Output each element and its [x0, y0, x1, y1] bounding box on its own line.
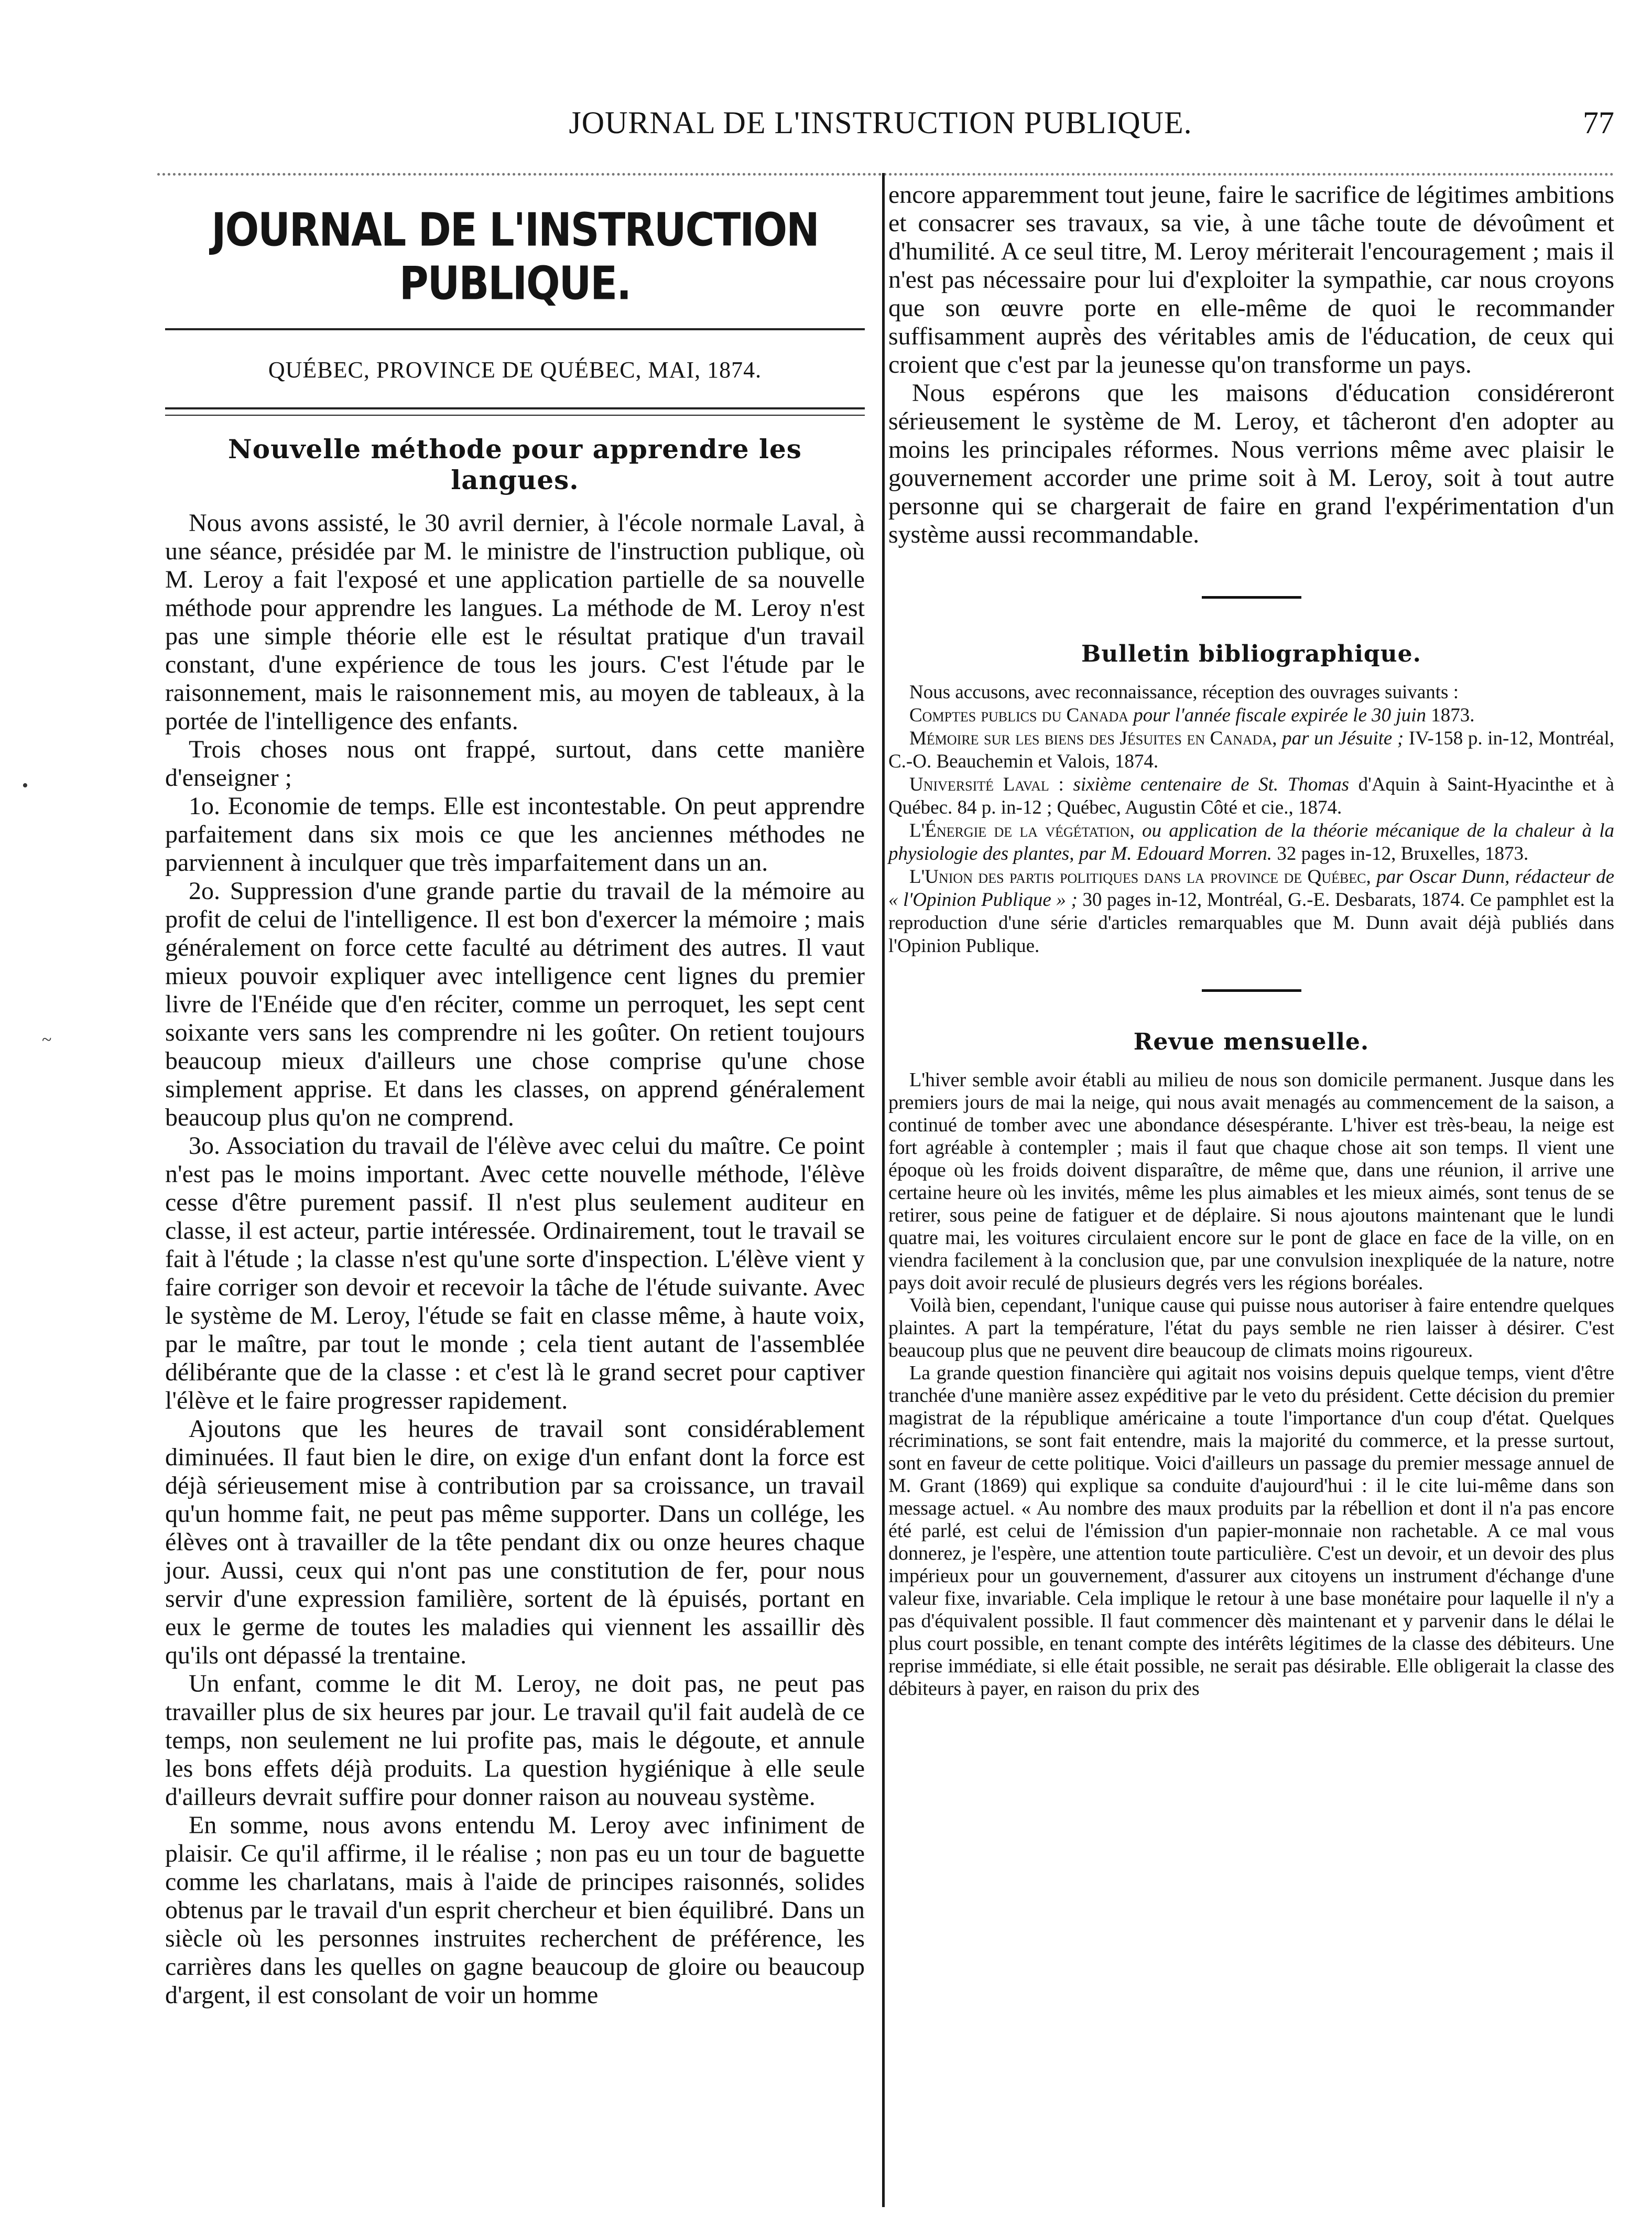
article-paragraph: 1o. Economie de temps. Elle est incontestable. On peut apprendre parfaitement dans six mois ce que les anciennes méthodes ne parviennent à inculquer que très imparfaitement dans un an.	[165, 792, 865, 877]
biblio-title: Bulletin bibliographique.	[1081, 641, 1421, 667]
article-paragraph: 3o. Association du travail de l'élève avec celui du maître. Ce point n'est pas le moins important. Avec cette nouvelle méthode, l'élève cesse d'être purement passif. Il n'est plus seulement auditeur en classe, il est acteur, partie intéressée. Ordinairement, tout le travail se fait à l'étude ; la classe n'est qu'une sorte d'inspection. L'élève vient y faire corriger son devoir et recevoir la tâche de l'étude suivante. Avec le système de M. Leroy, l'étude se fait en classe même, à haute voix, par le maître, par tout le monde ; cela tient autant de l'assemblée délibérante que de la classe : et c'est là le grand secret pour captiver l'élève et le faire progresser rapidement.	[165, 1132, 865, 1414]
section-separator	[1202, 596, 1301, 599]
biblio-entry	[888, 819, 1614, 866]
biblio-entry	[888, 773, 1614, 819]
biblio-entry-title: L'Union des partis politiques dans la province de Québec,	[909, 866, 1371, 888]
biblio-entry-detail: pour l'année fiscale expirée le 30 juin	[1133, 705, 1426, 726]
margin-mark: •	[22, 776, 28, 795]
biblio-entry-title: L'Énergie de la végétation,	[909, 820, 1135, 841]
article-paragraph: Trois choses nous ont frappé, surtout, dans cette manière d'enseigner ;	[165, 736, 865, 792]
dateline: QUÉBEC, PROVINCE DE QUÉBEC, MAI, 1874.	[268, 357, 762, 383]
article-paragraph: Un enfant, comme le dit M. Leroy, ne doit pas, ne peut pas travailler plus de six heures par jour. Le travail qu'il fait audelà de ce temps, non seulement ne lui profite pas, mais le dégoute, et annule les bons effets déjà produits. La question hygiénique à elle seule d'ailleurs devrait suffire pour donner raison au nouveau système.	[165, 1670, 865, 1811]
revue-paragraph: L'hiver semble avoir établi au milieu de nous son domicile permanent. Jusque dans les premiers jours de mai la neige, qui nous avait menagés au commencement de la saison, a continué de tomber avec une abondance désespérante. L'hiver est très-beau, la neige est fort agréable à contempler ; mais il faut que chaque chose ait son temps. Il vient une époque où les froids doivent disparaître, de même que, dans une réunion, il arrive une certaine heure où les invités, même les plus aimables et les mieux aimés, sont tenus de se retirer, sous peine de fatiguer et de déplaire. Si nous ajoutons maintenant que le lundi quatre mai, les voitures circulaient encore sur le pont de glace en face de la ville, on en viendra facilement à la conclusion que, par une convulsion inexpliquée de la nature, notre pays doit avoir reculé de plusieurs degrés vers les régions boréales.	[888, 1069, 1614, 1294]
biblio-intro: Nous accusons, avec reconnaissance, réception des ouvrages suivants :	[909, 682, 1459, 703]
biblio-entry-detail: ou application de la théorie mécanique de la chaleur à la physiologie des plantes, par M. Edouard Morren.	[888, 820, 1615, 864]
biblio-entry-detail: par Oscar Dunn, rédacteur de « l'Opinion Publique » ;	[888, 866, 1615, 911]
running-head-rule	[157, 173, 1614, 176]
page-number: 77	[1583, 105, 1614, 140]
revue-paragraph: La grande question financière qui agitait nos voisins depuis quelque temps, vient d'être tranchée d'une manière assez expéditive par le veto du président. Cette décision du premier magistrat de la république américaine a toute l'importance d'un coup d'état. Quelques récriminations, se sont fait entendre, mais la majorité du commerce, et la presse surtout, sont en faveur de cette politique. Voici d'ailleurs un passage du premier message annuel de M. Grant (1869) qui explique sa conduite d'aujourd'hui : il le cite lui-même dans son message actuel. « Au nombre des maux produits par la rébellion et dont il n'a pas encore été parlé, est celui de l'émission d'un papier-monnaie non rachetable. A ce mal vous donnerez, je l'espère, une attention toute particulière. C'est un devoir, et un devoir des plus impérieux pour un gouvernement, d'assurer aux citoyens un instrument d'échange d'une valeur fixe, invariable. Cela implique le retour à une base monétaire pour laquelle il n'y a pas d'équivalent possible. Il faut commencer dès maintenant et y parvenir dans le délai le plus court possible, en tenant compte des intérêts légitimes de la classe des débiteurs. Une reprise immédiate, si elle était possible, ne serait pas désirable. Elle obligerait la classe des débiteurs à payer, en raison du prix des	[888, 1362, 1614, 1700]
article-paragraph: Nous avons assisté, le 30 avril dernier, à l'école normale Laval, à une séance, présidée par M. le ministre de l'instruction publique, où M. Leroy a fait l'exposé et une application partielle de sa nouvelle méthode pour apprendre les langues. La méthode de M. Leroy n'est pas une simple théorie elle est le résultat pratique d'un travail constant, d'une expérience de tous les jours. C'est l'étude par le raisonnement, mais le raisonnement mis, au moyen de tableaux, à la portée de l'intelligence des enfants.	[165, 509, 865, 735]
biblio-entry	[888, 704, 1614, 727]
margin-mark: ~	[42, 1030, 52, 1050]
article-paragraph: 2o. Suppression d'une grande partie du travail de la mémoire au profit de celui de l'intelligence. Il est bon d'exercer la mémoire ; mais généralement on force cette faculté au détriment des autres. Il vaut mieux pouvoir expliquer avec intelligence cent lignes du premier livre de l'Enéide que d'en réciter, comme un perroquet, les sept cent soixante vers sans les comprendre ni les goûter. On retient toujours beaucoup mieux d'ailleurs une chose comprise qu'une chose simplement apprise. Et dans les classes, on apprend généralement beaucoup plus qu'on ne comprend.	[165, 877, 865, 1131]
running-head-title: JOURNAL DE L'INSTRUCTION PUBLIQUE.	[569, 105, 1192, 140]
biblio-list	[888, 681, 1614, 958]
biblio-entry-title: Université Laval :	[909, 774, 1064, 795]
biblio-entry-title: Comptes publics du Canada	[909, 705, 1129, 726]
left-column	[165, 181, 865, 2009]
revue-title: Revue mensuelle.	[1133, 1029, 1370, 1055]
masthead-rule	[165, 328, 865, 330]
masthead: JOURNAL DE L'INSTRUCTION PUBLIQUE.	[211, 202, 819, 310]
biblio-entry	[888, 866, 1614, 958]
article-paragraph: En somme, nous avons entendu M. Leroy avec infiniment de plaisir. Ce qu'il affirme, il le réalise ; non pas eu un tour de baguette comme les charlatans, mais à l'aide de principes raisonnés, solides obtenus par le travail d'un esprit chercheur et bien équilibré. Dans un siècle où les personnes instruites recherchent de préférence, les carrières dans les quelles on gagne beaucoup de gloire ou beaucoup d'argent, il est consolant de voir un homme	[165, 1811, 865, 2009]
biblio-entry-publisher: 1873.	[1431, 705, 1475, 726]
biblio-entry	[888, 727, 1614, 773]
article-title: Nouvelle méthode pour apprendre les langues.	[228, 434, 802, 495]
biblio-entry-title: Mémoire sur les biens des Jésuites en Canada,	[909, 728, 1277, 749]
article-continuation	[888, 181, 1614, 549]
section-separator	[1202, 989, 1301, 992]
column-divider	[882, 173, 885, 2207]
biblio-entry-publisher: 30 pages in-12, Montréal, G.-E. Desbarats, 1874. Ce pamphlet est la reproduction d'une série d'articles remarquables que M. Dunn avait déjà publiés dans l'Opinion Publique.	[888, 889, 1614, 957]
biblio-entry-detail: sixième centenaire de St. Thomas	[1073, 774, 1349, 795]
biblio-entry-publisher: 32 pages in-12, Bruxelles, 1873.	[1277, 843, 1529, 864]
article-paragraph: Nous espérons que les maisons d'éducation considéreront sérieusement le système de M. Leroy, et tâcheront d'en adopter au moins les principales réformes. Nous verrions même avec plaisir le gouvernement accorder une prime soit à M. Leroy, soit à tout autre personne qui se chargerait de faire en grand l'expérimentation d'un système aussi recommandable.	[888, 379, 1614, 548]
dateline-rule	[165, 407, 865, 416]
biblio-entry-publisher: d'Aquin à Saint-Hyacinthe et à Québec. 84 p. in-12 ; Québec, Augustin Côté et cie., 1874.	[888, 774, 1614, 818]
revue-paragraph: Voilà bien, cependant, l'unique cause qui puisse nous autoriser à faire entendre quelques plaintes. A part la température, l'état du pays semble ne rien laisser à désirer. C'est beaucoup plus que ne peuvent dire beaucoup de climats moins rigoureux.	[888, 1294, 1614, 1361]
article-paragraph: Ajoutons que les heures de travail sont considérablement diminuées. Il faut bien le dire, on exige d'un enfant dont la force est déjà sérieusement mise à contribution par sa croissance, un travail qu'un homme fait, ne peut pas même supporter. Dans un collége, les élèves ont à travailler de la tête pendant dix ou onze heures chaque jour. Aussi, ceux qui n'ont pas une constitution de fer, pour nous servir d'une expression familière, sortent de là épuisés, portant en eux le germe de toutes les maladies qui viennent les assaillir dès qu'ils ont dépassé la trentaine.	[165, 1415, 865, 1669]
biblio-entry-publisher: IV-158 p. in-12, Montréal, C.-O. Beauchemin et Valois, 1874.	[888, 728, 1614, 772]
biblio-entry-detail: par un Jésuite ;	[1282, 728, 1404, 749]
right-column	[888, 181, 1614, 1700]
article-paragraph: encore apparemment tout jeune, faire le sacrifice de légitimes ambitions et consacrer ses travaux, sa vie, à une tâche toute de dévoûment et d'humilité. A ce seul titre, M. Leroy mériterait l'encouragement ; mais il n'est pas nécessaire pour lui d'exploiter la sympathie, car nous croyons que son œuvre porte en elle-même de quoi le recommander suffisamment auprès des véritables amis de l'éducation, de ceux qui croient que c'est par la jeunesse qu'on transforme un pays.	[888, 181, 1614, 379]
article-body	[165, 509, 865, 2009]
revue-body	[888, 1069, 1614, 1700]
running-head	[147, 105, 1614, 152]
